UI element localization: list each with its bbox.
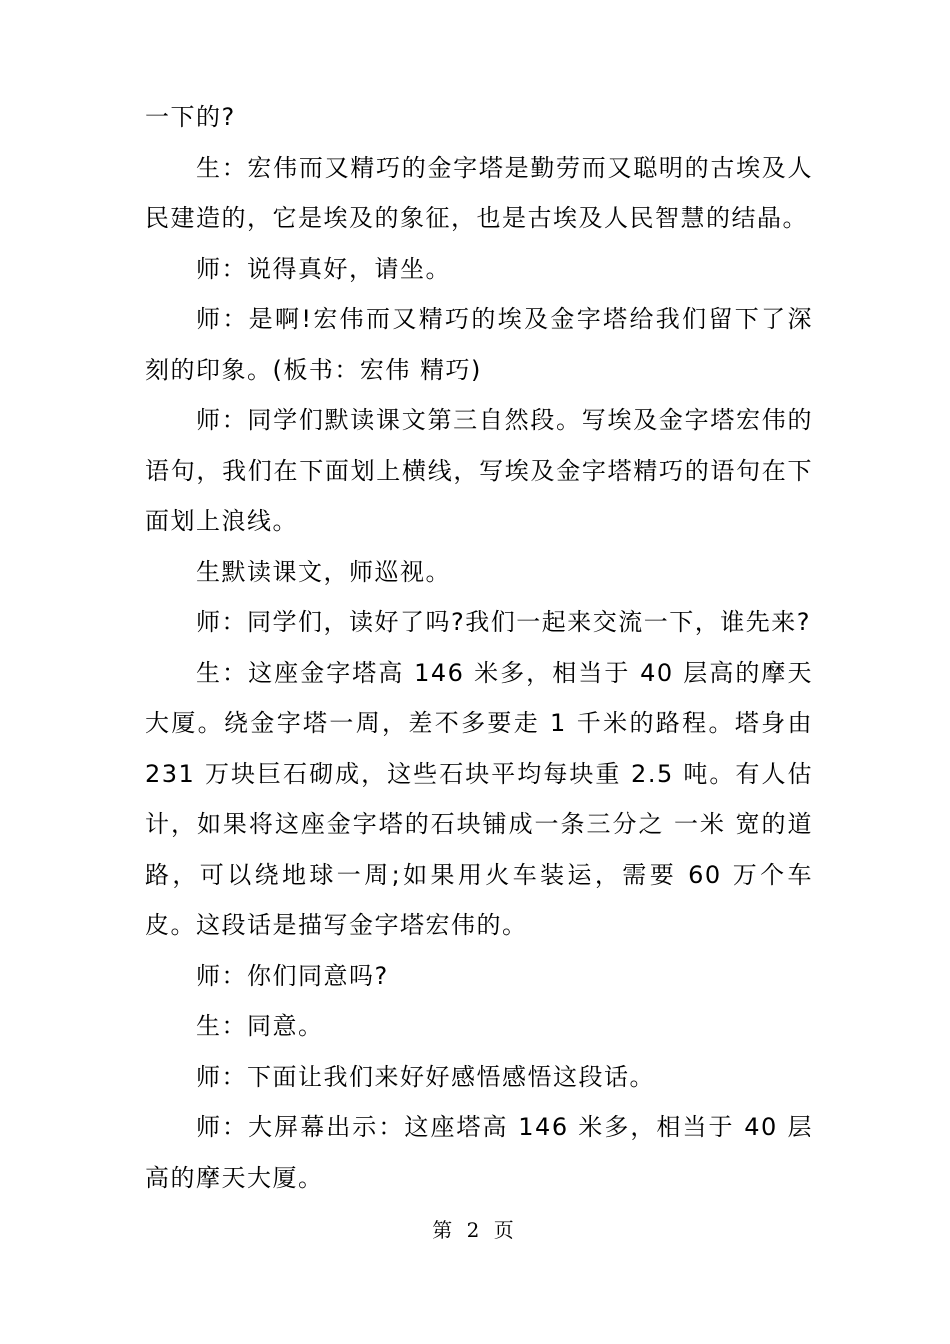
paragraph-teacher-screen: 师：大屏幕出示：这座塔高 146 米多，相当于 40 层高的摩天大厦。 <box>145 1113 813 1192</box>
paragraph-teacher-question: 师：同学们，读好了吗?我们一起来交流一下，谁先来? <box>196 608 811 636</box>
paragraph-student-answer: 生：宏伟而又精巧的金字塔是勤劳而又聪明的古埃及人民建造的，它是埃及的象征，也是古埃及人民智慧的结晶。 <box>145 153 813 232</box>
paragraph-teacher-reflect: 师：下面让我们来好好感悟感悟这段话。 <box>196 1062 655 1091</box>
paragraph-teacher-instruction: 师：同学们默读课文第三自然段。写埃及金字塔宏伟的语句，我们在下面划上横线，写埃及金字塔精巧的语句在下面划上浪线。 <box>145 406 813 535</box>
page-number: 第 2 页 <box>432 1218 518 1242</box>
document-body <box>145 92 813 1203</box>
paragraph-teacher-blackboard: 师：是啊!宏伟而又精巧的埃及金字塔给我们留下了深刻的印象。(板书：宏伟 精巧) <box>145 305 813 384</box>
paragraph-silent-reading: 生默读课文，师巡视。 <box>196 557 451 586</box>
paragraph-teacher-praise: 师：说得真好，请坐。 <box>196 254 451 283</box>
paragraph-teacher-agree-question: 师：你们同意吗? <box>196 961 389 990</box>
paragraph-student-agree: 生：同意。 <box>196 1012 324 1040</box>
paragraph-continuation: 一下的? <box>145 103 236 131</box>
paragraph-student-description: 生：这座金字塔高 146 米多，相当于 40 层高的摩天大厦。绕金字塔一周，差不多要走 1 千米的路程。塔身由 231 万块巨石砌成，这些石块平均每块重 2.5 吨。有人估计，如果将这座金字塔的石块铺成一条三分之 一米 宽的道路，可以绕地球一周;如果用火车装运，需要 60 万个车皮。这段话是描写金字塔宏伟的。 <box>145 658 813 939</box>
